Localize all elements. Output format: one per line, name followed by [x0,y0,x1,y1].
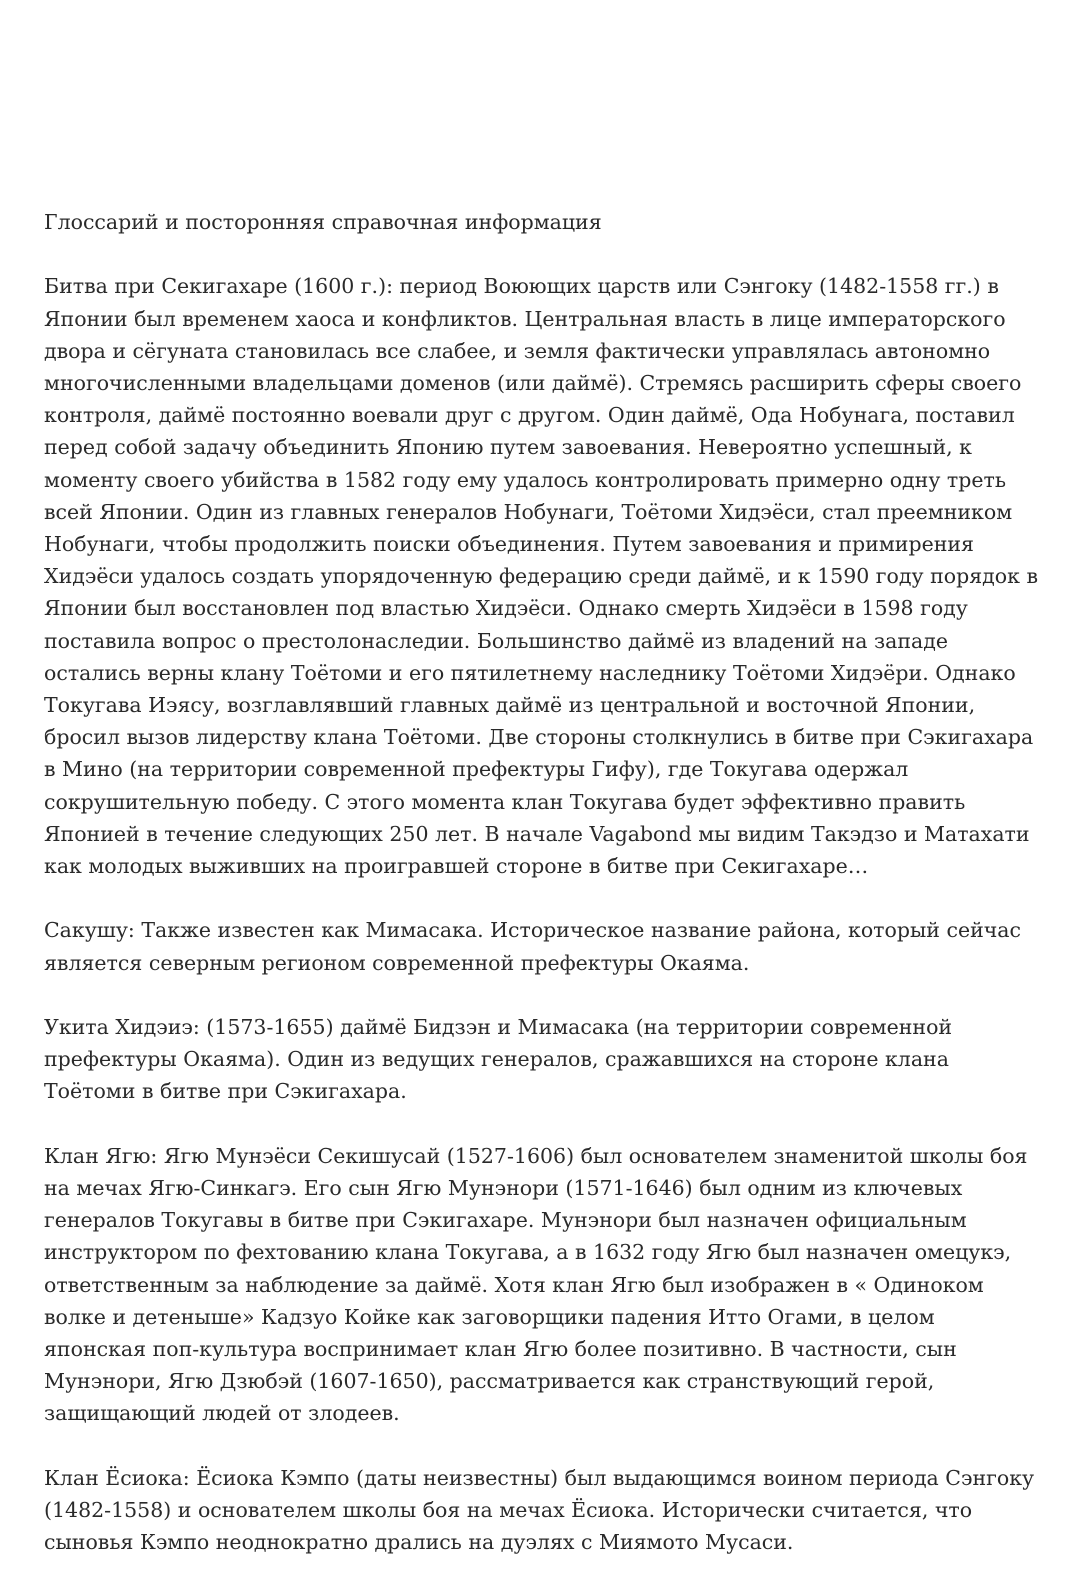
paragraph-ukita-hideie: Укита Хидэиэ: (1573-1655) даймё Бидзэн и Мимасака (на территории современной префектуры Окаяма). Один из ведущих генералов, сражавшихся на стороне клана Тоётоми в битве при Сэкигахара. [44,1015,953,1104]
page-title: Глоссарий и посторонняя справочная информация [44,210,602,234]
paragraph-yagyu-clan: Клан Ягю: Ягю Мунэёси Секишусай (1527-1606) был основателем знаменитой школы боя на мечах Ягю-Синкагэ. Его сын Ягю Мунэнори (1571-1646) был одним из ключевых генералов Токугавы в битве при Сэкигахаре. Мунэнори был назначен официальным инструктором по фехтованию клана Токугава, а в 1632 году Ягю был назначен омецукэ, ответственным за наблюдение за даймё. Хотя клан Ягю был изображен в « Одиноком волке и детеныше» Кадзуо Койке как заговорщики падения Итто Огами, в целом японская поп-культура воспринимает клан Ягю более позитивно. В частности, сын Мунэнори, Ягю Дзюбэй (1607-1650), рассматривается как странствующий герой, защищающий людей от злодеев. [44,1143,1028,1426]
paragraph-yoshioka-clan: Клан Ёсиока: Ёсиока Кэмпо (даты неизвестны) был выдающимся воином периода Сэнгоку (1482-1558) и основателем школы боя на мечах Ёсиока. Исторически считается, что сыновья Кэмпо неоднократно дрались на дуэлях с Миямото Мусаси. [44,1465,1035,1555]
paragraph-sakushu: Сакушу: Также известен как Мимасака. Историческое название района, который сейчас является северным регионом современной префектуры Окаяма. [44,918,1022,975]
document-page [44,206,1038,1591]
paragraph-sekigahara: Битва при Секигахаре (1600 г.): период Воюющих царств или Сэнгоку (1482-1558 гг.) в Японии был временем хаоса и конфликтов. Центральная власть в лице императорского двора и сёгуната становилась все слабее, и земля фактически управлялась автономно многочисленными владельцами доменов (или даймё). Стремясь расширить сферы своего контроля, даймё постоянно воевали друг с другом. Один даймё, Ода Нобунага, поставил перед собой задачу объединить Японию путем завоевания. Невероятно успешный, к моменту своего убийства в 1582 году ему удалось контролировать примерно одну треть всей Японии. Один из главных генералов Нобунаги, Тоётоми Хидэёси, стал преемником Нобунаги, чтобы продолжить поиски объединения. Путем завоевания и примирения Хидэёси удалось создать упорядоченную федерацию среди даймё, и к 1590 году порядок в Японии был восстановлен под властью Хидэёси. Однако смерть Хидэёси в 1598 году поставила вопрос о престолонаследии. Большинство даймё из владений на западе остались верны клану Тоётоми и его пятилетнему наследнику Тоётоми Хидэёри. Однако Токугава Иэясу, возглавлявший главных даймё из центральной и восточной Японии, бросил вызов лидерству клана Тоётоми. Две стороны столкнулись в битве при Сэкигахара в Мино (на территории современной префектуры Гифу), где Токугава одержал сокрушительную победу. С этого момента клан Токугава будет эффективно править Японией в течение следующих 250 лет. В начале Vagabond мы видим Такэдзо и Матахати как молодых выживших на проигравшей стороне в битве при Секигахаре… [44,274,1038,879]
